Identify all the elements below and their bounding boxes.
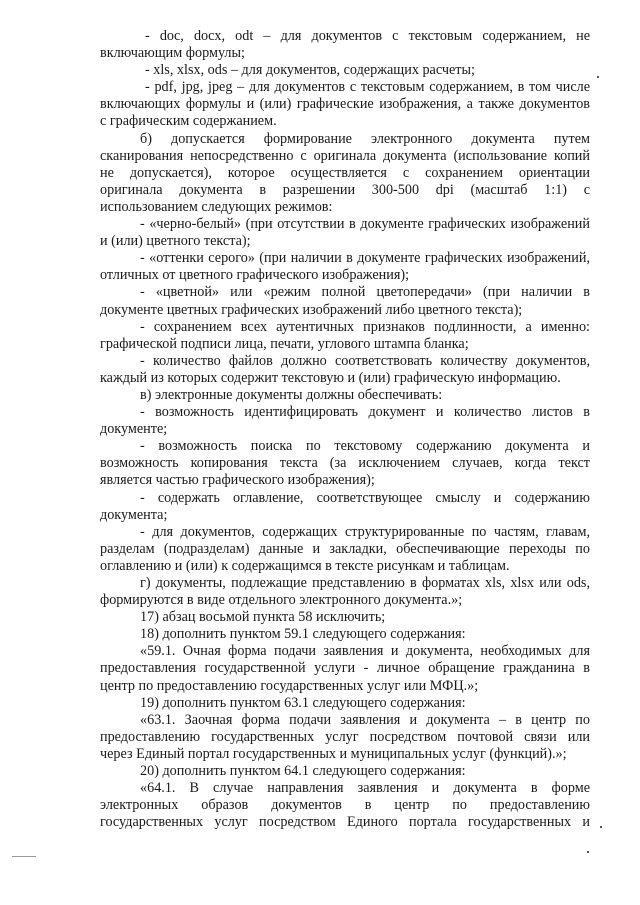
text-line: документа;: [100, 506, 168, 523]
text-line: документе;: [100, 421, 168, 438]
text-line: - «цветной» или «режим полной цветопередачи» (при наличии в: [140, 284, 590, 301]
paragraph: [100, 62, 590, 79]
text-line: возможность копирования текста (за исключением случаев, когда текст: [100, 455, 590, 472]
text-line: в) электронные документы должны обеспечивать:: [140, 386, 443, 403]
scan-speck: [600, 826, 602, 828]
paragraph: [100, 575, 590, 609]
text-line: оглавлению и (или) к содержащимся в тексте рисункам и таблицам.: [100, 557, 510, 574]
paragraph: [100, 626, 590, 643]
text-line: использованием следующих режимов:: [100, 198, 333, 215]
paragraph: [100, 216, 590, 250]
text-line: «63.1. Заочная форма подачи заявления и документа – в центр по: [140, 711, 590, 728]
text-line: - для документов, содержащих структурированные по частям, главам,: [140, 523, 590, 540]
paragraph: [100, 404, 590, 438]
text-line: 20) дополнить пунктом 64.1 следующего содержания:: [140, 763, 466, 780]
scan-dash: [12, 856, 36, 857]
text-line: - возможность поиска по текстовому содержанию документа и: [140, 438, 590, 455]
text-line: 19) дополнить пунктом 63.1 следующего содержания:: [140, 694, 466, 711]
text-line: через Единый портал государственных и муниципальных услуг (функций).»;: [100, 745, 567, 762]
paragraph: [100, 609, 590, 626]
text-line: включающих формулы и (или) графические изображения, а также документов: [100, 96, 590, 113]
text-line: формируются в виде отдельного электронного документа.»;: [100, 592, 463, 609]
paragraph: [100, 353, 590, 387]
paragraph: [100, 387, 590, 404]
text-line: включающим формулы;: [100, 45, 245, 62]
text-line: каждый из которых содержит текстовую и (или) графическую информацию.: [100, 369, 561, 386]
text-line: с графическим содержанием.: [100, 113, 277, 130]
paragraph: [100, 250, 590, 284]
text-line: оригинала документа в разрешении 300-500 dpi (масштаб 1:1) с: [100, 181, 590, 198]
text-line: документе цветных графических изображений либо цветного текста);: [100, 301, 523, 318]
paragraph: [100, 524, 590, 575]
text-line: предоставлению государственных услуг посредством почтовой связи или: [100, 728, 590, 745]
paragraph: [100, 131, 590, 216]
paragraph: [100, 319, 590, 353]
paragraph: [100, 438, 590, 489]
text-line: - «оттенки серого» (при наличии в документе графических изображений,: [140, 250, 590, 267]
text-line: - pdf, jpg, jpeg – для документов с текстовым содержанием, в том числе: [145, 79, 590, 96]
paragraph: [100, 643, 590, 694]
text-line: электронных образов документов в центр по предоставлению: [100, 797, 590, 814]
text-line: г) документы, подлежащие представлению в форматах xls, xlsx или ods,: [140, 575, 590, 591]
text-line: и (или) цветного текста);: [100, 233, 251, 250]
text-line: разделам (подразделам) данные и закладки, обеспечивающие переходы по: [100, 540, 590, 557]
text-line: «64.1. В случае направления заявления и документа в форме: [140, 780, 590, 797]
paragraph: [100, 284, 590, 318]
paragraph: [100, 490, 590, 524]
text-line: 18) дополнить пунктом 59.1 следующего содержания:: [140, 626, 466, 643]
text-line: - содержать оглавление, соответствующее смыслу и содержанию: [140, 489, 590, 506]
paragraph: [100, 712, 590, 763]
text-line: - xls, xlsx, ods – для документов, содержащих расчеты;: [145, 62, 475, 79]
document-body: [100, 28, 590, 831]
text-line: - количество файлов должно соответствовать количеству документов,: [140, 352, 590, 369]
paragraph: [100, 28, 590, 62]
scan-speck: [587, 851, 589, 853]
text-line: - «черно-белый» (при отсутствии в документе графических изображений: [140, 216, 590, 233]
paragraph: [100, 763, 590, 780]
text-line: - doc, docx, odt – для документов с текстовым содержанием, не: [145, 28, 590, 44]
scan-speck: [597, 76, 599, 78]
text-line: центр по предоставлению государственных услуг или МФЦ.»;: [100, 677, 479, 694]
text-line: сканирования непосредственно с оригинала документа (использование копий: [100, 147, 590, 164]
text-line: государственных услуг посредством Единого портала государственных и: [100, 814, 590, 831]
text-line: графической подписи лица, печати, углового штампа бланка;: [100, 335, 469, 352]
paragraph: [100, 695, 590, 712]
paragraph: [100, 780, 590, 831]
text-line: отличных от цветного графического изображения);: [100, 267, 410, 284]
text-line: является частью графического изображения);: [100, 472, 375, 489]
text-line: предоставления государственной услуги - личное обращение гражданина в: [100, 660, 590, 677]
text-line: - сохранением всех аутентичных признаков подлинности, а именно:: [140, 318, 590, 335]
paragraph: [100, 79, 590, 130]
text-line: - возможность идентифицировать документ и количество листов в: [140, 404, 590, 421]
text-line: 17) абзац восьмой пункта 58 исключить;: [140, 609, 386, 626]
text-line: б) допускается формирование электронного документа путем: [140, 130, 590, 147]
text-line: «59.1. Очная форма подачи заявления и документа, необходимых для: [140, 643, 590, 660]
text-line: не допускается), которое осуществляется с сохранением ориентации: [100, 164, 590, 181]
